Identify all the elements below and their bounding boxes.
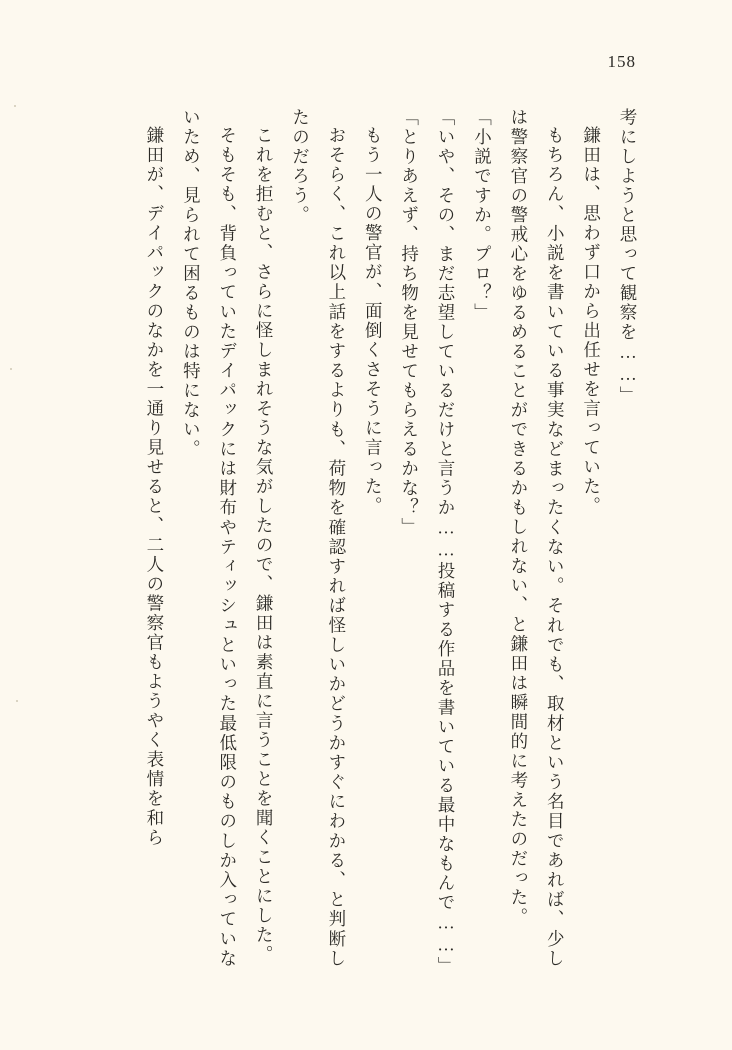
paragraph: 「とりあえず、持ち物を見せてもらえるかな？」 — [399, 108, 420, 537]
paragraph: 「小説ですか。プロ？」 — [472, 108, 493, 323]
paragraph: もう一人の警官が、面倒くさそうに言った。 — [363, 125, 384, 516]
paragraph: 「いや、その、まだ志望しているだけと言うか……投稿する作品を書いている最中なもんで……」 — [436, 108, 457, 976]
paragraph: そもそも、背負っていたデイパックには財布やティッシュといった最低限のものしか入っていないため、見られて困るものは特にない。 — [181, 108, 238, 968]
paper-speck — [10, 368, 12, 370]
paragraph: これを拒むと、さらに怪しまれそうな気がしたので、鎌田は素直に言うことを聞くことにした。 — [254, 125, 275, 964]
paper-speck — [16, 700, 18, 702]
paragraph: 考にしようと思って観察を……」 — [618, 108, 638, 406]
paragraph: 鎌田が、デイパックのなかを一通り見せると、二人の警察官もようやく表情を和ら — [144, 125, 165, 847]
paper-speck — [14, 105, 16, 107]
page-text-body — [86, 108, 646, 976]
paragraph: 鎌田は、思わず口から出任せを言っていた。 — [581, 125, 602, 516]
paragraph: おそらく、これ以上話をするよりも、荷物を確認すれば怪しいかどうかすぐにわかる、と判断したのだろう。 — [290, 108, 347, 968]
paragraph: もちろん、小説を書いている事実などまったくない。それでも、取材という名目であれば、少しは警察官の警戒心をゆるめることができるかもしれない、と鎌田は瞬間的に考えたのだった。 — [508, 108, 566, 969]
page-number: 158 — [607, 52, 636, 71]
